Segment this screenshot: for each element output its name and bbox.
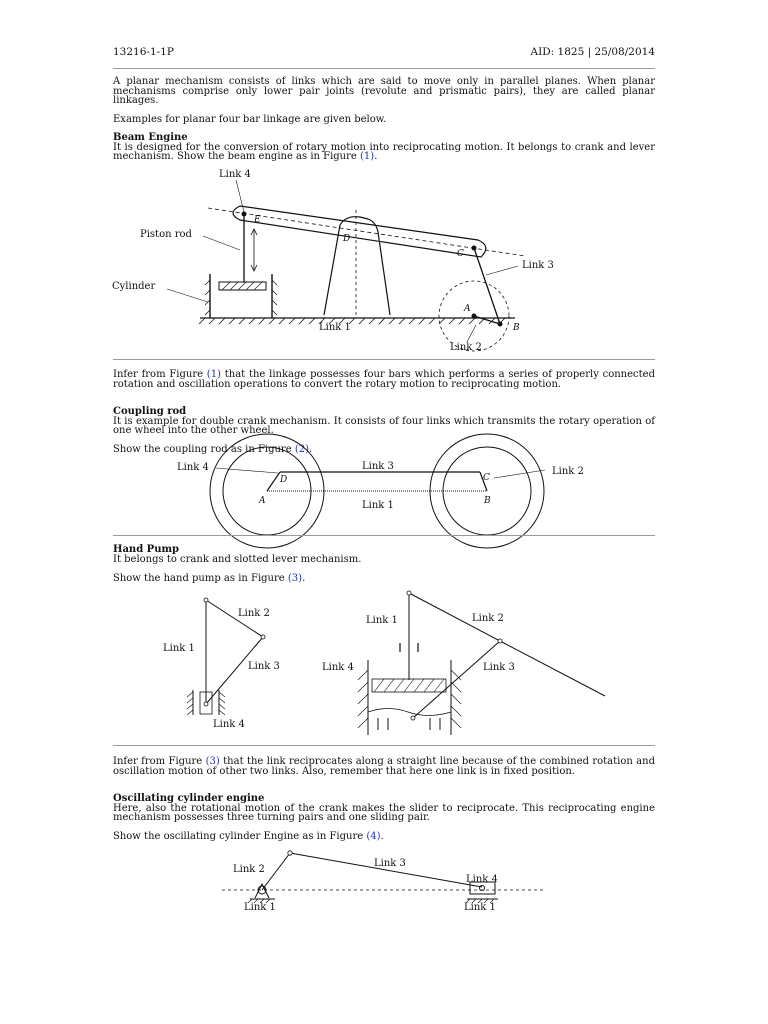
beam-engine-section: Beam Engine It is designed for the conversion of rotary motion into reciprocating motion. It belongs to crank and lever mechanism. Show the beam engine as in Figure (1). bbox=[113, 132, 655, 163]
pump-left-label-link3: Link 3 bbox=[248, 661, 280, 672]
beam-label-cylinder: Cylinder bbox=[112, 281, 156, 292]
beam-engine-figure bbox=[110, 165, 655, 355]
beam-point-a: A bbox=[464, 304, 471, 314]
figure-3-link[interactable]: (3) bbox=[287, 573, 303, 584]
beam-engine-text: It is designed for the conversion of rotary motion into reciprocating motion. It belongs to crank and lever mechanism. Show the beam engine as in Figure bbox=[113, 141, 655, 163]
coupling-rod-heading: Coupling rod bbox=[113, 406, 187, 417]
page-header bbox=[113, 46, 655, 62]
beam-point-c: C bbox=[457, 249, 464, 259]
pump-left-label-link4: Link 4 bbox=[213, 719, 245, 730]
oscillating-label-link3: Link 3 bbox=[374, 858, 406, 869]
aid-date: AID: 1825 | 25/08/2014 bbox=[530, 46, 655, 58]
hand-pump-figure bbox=[150, 585, 620, 740]
coupling-point-c: C bbox=[483, 473, 490, 483]
pump-right-label-link4: Link 4 bbox=[322, 662, 354, 673]
figure-1-link[interactable]: (1) bbox=[360, 151, 375, 163]
section-divider-1 bbox=[113, 359, 655, 360]
pump-right-label-link3: Link 3 bbox=[483, 662, 515, 673]
beam-point-e: E bbox=[254, 215, 261, 225]
pump-left-label-link2: Link 2 bbox=[238, 608, 270, 619]
beam-label-piston-rod: Piston rod bbox=[140, 229, 192, 240]
coupling-show-text: Show the coupling rod as in Figure (2). bbox=[113, 444, 313, 455]
hand-pump-show-text: Show the hand pump as in Figure (3). bbox=[113, 573, 306, 584]
beam-point-b: B bbox=[513, 323, 520, 333]
hand-pump-heading: Hand Pump bbox=[113, 544, 180, 555]
hand-pump-section bbox=[113, 545, 655, 564]
section-divider-3 bbox=[113, 745, 655, 746]
pump-left-label-link1: Link 1 bbox=[163, 643, 195, 654]
oscillating-label-link1-right: Link 1 bbox=[464, 902, 496, 913]
oscillating-engine-figure bbox=[220, 845, 550, 915]
figure-3-link-2[interactable]: (3) bbox=[205, 756, 220, 767]
coupling-label-link1: Link 1 bbox=[362, 500, 394, 511]
coupling-rod-text: It is example for double crank mechanism. It consists of four links which transmits the rotary operation of one wheel into the other wheel. bbox=[113, 415, 655, 437]
coupling-point-a: A bbox=[259, 496, 266, 506]
section-divider-2 bbox=[113, 535, 655, 536]
oscillating-show-text: Show the oscillating cylinder Engine as in Figure (4). bbox=[113, 831, 384, 842]
beam-label-link1: Link 1 bbox=[319, 322, 351, 333]
beam-engine-heading: Beam Engine bbox=[113, 132, 188, 143]
coupling-rod-section bbox=[113, 407, 655, 436]
coupling-point-b: B bbox=[484, 496, 491, 506]
header-divider bbox=[113, 68, 655, 69]
beam-label-link3: Link 3 bbox=[522, 260, 554, 271]
pump-right-label-link2: Link 2 bbox=[472, 613, 504, 624]
figure-1-link-2[interactable]: (1) bbox=[206, 369, 221, 380]
hand-pump-text: It belongs to crank and slotted lever mechanism. bbox=[113, 553, 362, 565]
oscillating-engine-heading: Oscillating cylinder engine bbox=[113, 793, 265, 804]
coupling-point-d: D bbox=[280, 475, 288, 485]
pump-right-label-link1: Link 1 bbox=[366, 615, 398, 626]
oscillating-label-link1-left: Link 1 bbox=[244, 902, 276, 913]
coupling-label-link4: Link 4 bbox=[177, 462, 209, 473]
beam-infer-text: Infer from Figure (1) that the linkage possesses four bars which performs a series of properly connected rotation and oscillation operations to convert the rotary motion to reciprocating motion. bbox=[113, 369, 655, 390]
beam-label-link2: Link 2 bbox=[450, 342, 482, 353]
coupling-label-link2: Link 2 bbox=[552, 466, 584, 477]
oscillating-engine-section bbox=[113, 794, 655, 823]
document-id: 13216-1-1P bbox=[113, 46, 174, 58]
coupling-rod-figure bbox=[170, 457, 600, 527]
oscillating-engine-text: Here, also the rotational motion of the crank makes the slider to reciprocate. This reciprocating engine mechanism possesses three turning pairs and one sliding pair. bbox=[113, 802, 655, 824]
intro-paragraph: A planar mechanism consists of links which are said to move only in parallel planes. When planar mechanisms comprise only lower pair joints (revolute and prismatic pairs), they are called planar linkages. bbox=[113, 76, 655, 107]
beam-label-link4: Link 4 bbox=[219, 169, 251, 180]
pump-infer-text: Infer from Figure (3) that the link reciprocates along a straight line because of the combined rotation and oscillation motion of other two links. Also, remember that here one link is in fixed position. bbox=[113, 756, 655, 777]
beam-point-d: D bbox=[343, 234, 351, 244]
oscillating-label-link4: Link 4 bbox=[466, 874, 498, 885]
figure-2-link[interactable]: (2) bbox=[294, 444, 309, 455]
intro-examples: Examples for planar four bar linkage are given below. bbox=[113, 114, 387, 125]
coupling-label-link3: Link 3 bbox=[362, 461, 394, 472]
figure-4-link[interactable]: (4) bbox=[366, 831, 381, 842]
oscillating-label-link2: Link 2 bbox=[233, 864, 265, 875]
